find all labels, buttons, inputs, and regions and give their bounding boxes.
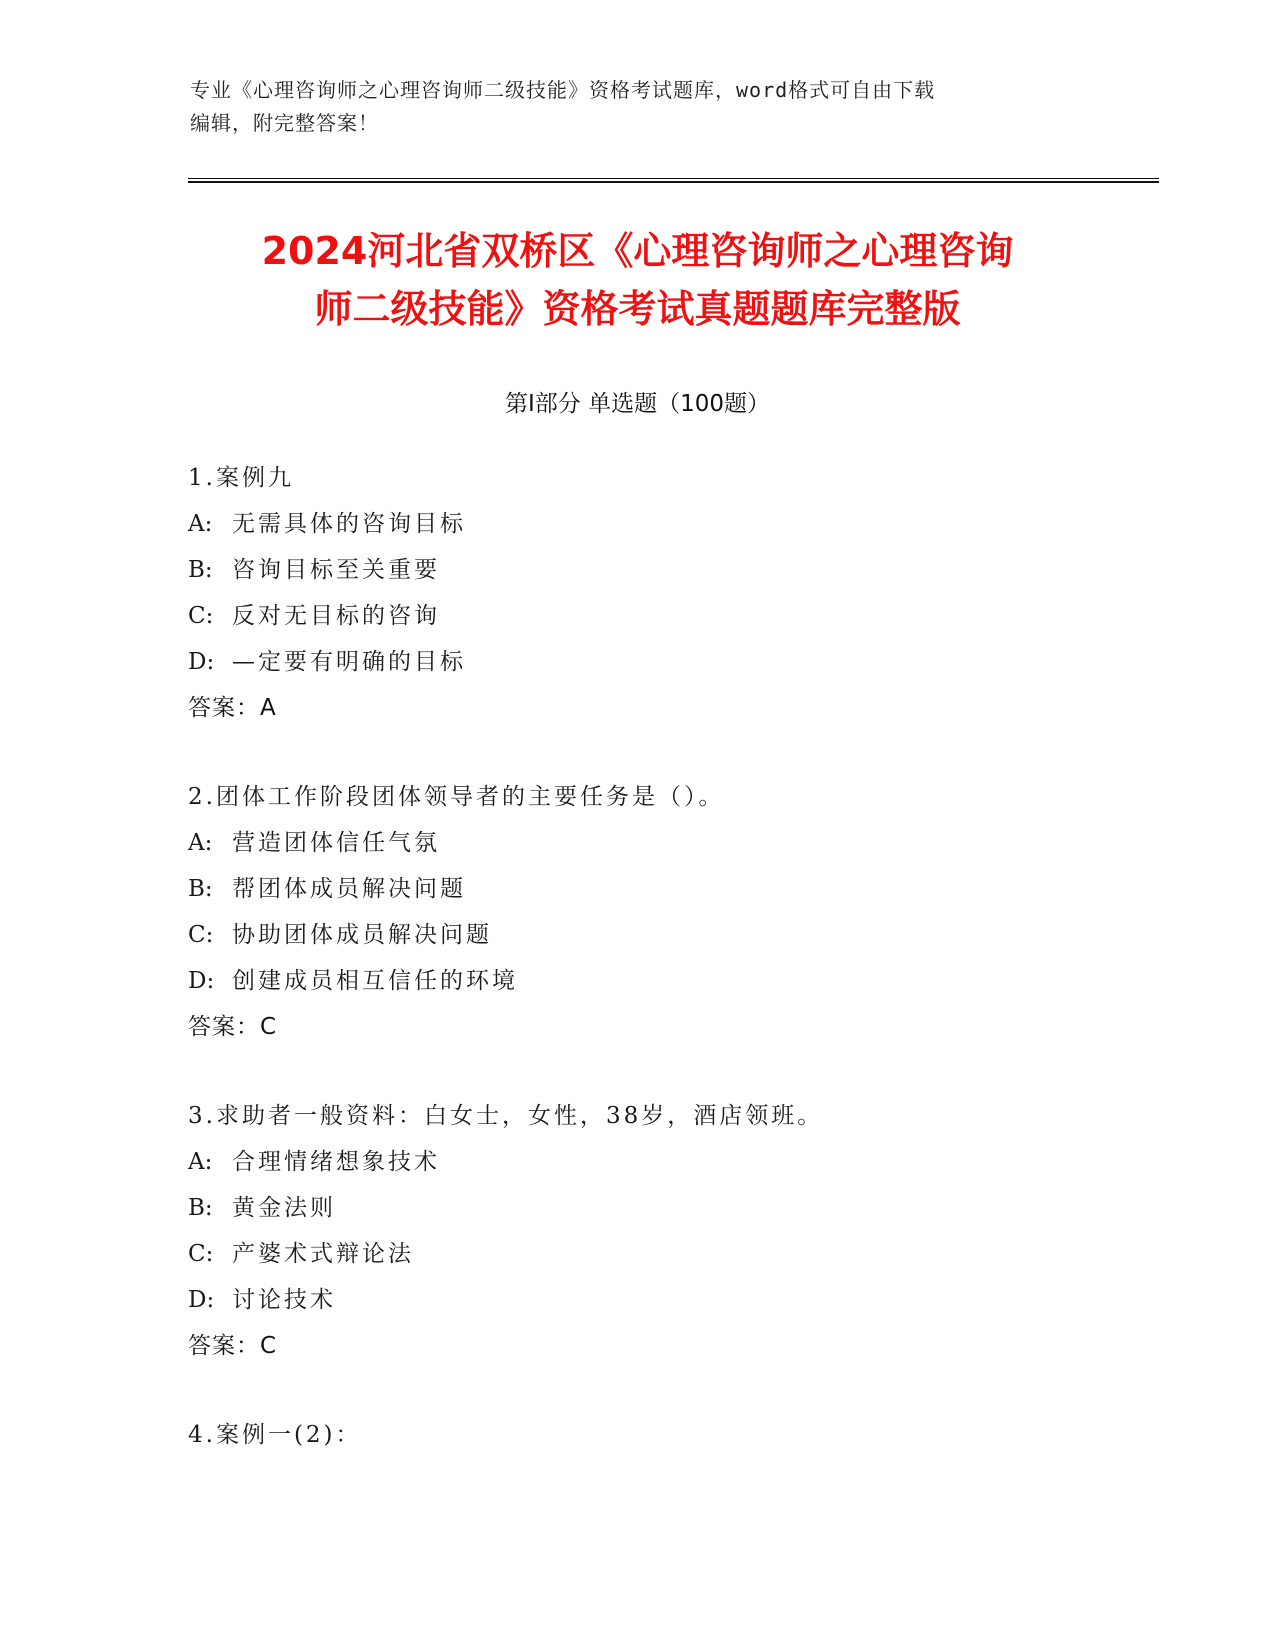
- question-stem: 4.案例一(2)：: [188, 1422, 362, 1448]
- option-text: 营造团体信任气氛: [232, 830, 440, 856]
- option-key: C:: [188, 922, 214, 948]
- question-3: [188, 1093, 1148, 1369]
- question-4: [188, 1412, 1148, 1458]
- question-stem: 3.求助者一般资料：白女士，女性，38岁，酒店领班。: [188, 1103, 824, 1129]
- question-2: [188, 774, 1148, 1050]
- option-text: —定要有明确的目标: [232, 649, 466, 675]
- document-title-line-2: 师二级技能》资格考试真题题库完整版: [314, 287, 961, 331]
- option-text: 讨论技术: [232, 1287, 336, 1313]
- option-key: C:: [188, 1241, 214, 1267]
- option-d: [188, 958, 1148, 1004]
- option-text: 产婆术式辩论法: [232, 1241, 414, 1267]
- option-key: D:: [188, 649, 215, 675]
- header-divider-thick: [188, 181, 1159, 183]
- answer-line: 答案：C: [188, 1014, 278, 1040]
- option-d: [188, 1277, 1148, 1323]
- header-note-line-2: 编辑，附完整答案！: [190, 111, 379, 135]
- document-title-line-1: 2024河北省双桥区《心理咨询师之心理咨询: [261, 229, 1014, 273]
- option-key: A:: [188, 1149, 213, 1175]
- option-key: D:: [188, 1287, 215, 1313]
- option-key: B:: [188, 557, 213, 583]
- option-text: 创建成员相互信任的环境: [232, 968, 518, 994]
- header-note: [190, 74, 1090, 140]
- option-a: [188, 820, 1148, 866]
- option-d: [188, 639, 1148, 685]
- option-c: [188, 593, 1148, 639]
- option-key: D:: [188, 968, 215, 994]
- option-text: 黄金法则: [232, 1195, 336, 1221]
- option-key: A:: [188, 511, 213, 537]
- answer-line: 答案：C: [188, 1333, 278, 1359]
- question-stem: 1.案例九: [188, 465, 294, 491]
- option-c: [188, 1231, 1148, 1277]
- option-text: 合理情绪想象技术: [232, 1149, 440, 1175]
- option-text: 帮团体成员解决问题: [232, 876, 466, 902]
- section-heading: 第Ⅰ部分 单选题（100题）: [505, 391, 770, 417]
- question-1: [188, 455, 1148, 731]
- option-key: B:: [188, 1195, 213, 1221]
- option-text: 协助团体成员解决问题: [232, 922, 492, 948]
- answer-line: 答案：A: [188, 695, 277, 721]
- option-b: [188, 1185, 1148, 1231]
- option-b: [188, 547, 1148, 593]
- option-text: 反对无目标的咨询: [232, 603, 440, 629]
- header-note-line-1: 专业《心理咨询师之心理咨询师二级技能》资格考试题库，word格式可自由下载: [190, 78, 936, 102]
- option-a: [188, 1139, 1148, 1185]
- option-c: [188, 912, 1148, 958]
- option-key: A:: [188, 830, 213, 856]
- option-a: [188, 501, 1148, 547]
- option-key: C:: [188, 603, 214, 629]
- question-stem: 2.团体工作阶段团体领导者的主要任务是（）。: [188, 784, 725, 810]
- option-text: 无需具体的咨询目标: [232, 511, 466, 537]
- option-b: [188, 866, 1148, 912]
- option-key: B:: [188, 876, 213, 902]
- document-title: [130, 222, 1145, 338]
- header-divider-thin: [188, 178, 1159, 179]
- option-text: 咨询目标至关重要: [232, 557, 440, 583]
